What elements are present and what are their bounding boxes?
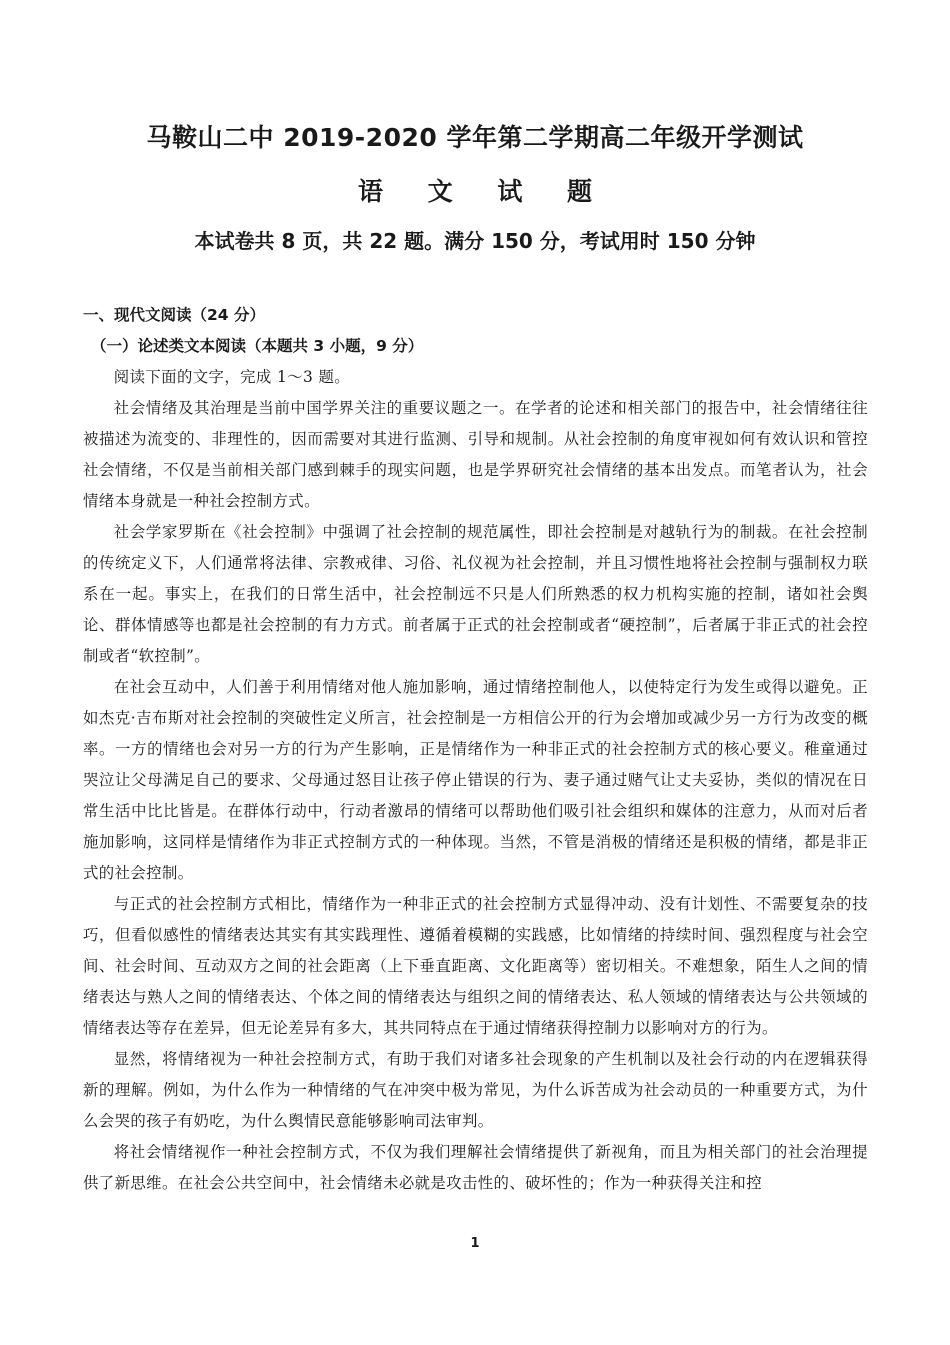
passage-paragraph: 社会情绪及其治理是当前中国学界关注的重要议题之一。在学者的论述和相关部门的报告中，社会情绪往往被描述为流变的、非理性的，因而需要对其进行监测、引导和规制。从社会控制的角度审视如何有效认识和管控社会情绪，不仅是当前相关部门感到棘手的现实问题，也是学界研究社会情绪的基本出发点。而笔者认为，社会情绪本身就是一种社会控制方式。 — [83, 399, 868, 510]
exam-info: 本试卷共 8 页，共 22 题。满分 150 分，考试用时 150 分钟 — [194, 229, 756, 253]
passage-paragraph: 在社会互动中，人们善于利用情绪对他人施加影响，通过情绪控制他人，以使特定行为发生或得以避免。正如杰克·吉布斯对社会控制的突破性定义所言，社会控制是一方相信公开的行为会增加或减少另一方行为改变的概率。一方的情绪也会对另一方的行为产生影响，正是情绪作为一种非正式的社会控制方式的核心要义。稚童通过哭泣让父母满足自己的要求、父母通过怒目让孩子停止错误的行为、妻子通过赌气让丈夫妥协，类似的情况在日常生活中比比皆是。在群体行动中，行动者激昂的情绪可以帮助他们吸引社会组织和媒体的注意力，从而对后者施加影响，这同样是情绪作为非正式控制方式的一种体现。当然，不管是消极的情绪还是积极的情绪，都是非正式的社会控制。 — [83, 678, 868, 882]
exam-title: 马鞍山二中 2019-2020 学年第二学期高二年级开学测试 — [146, 123, 804, 152]
passage-paragraph: 显然，将情绪视为一种社会控制方式，有助于我们对诸多社会现象的产生机制以及社会行动的内在逻辑获得新的理解。例如，为什么作为一种情绪的气在冲突中极为常见，为什么诉苦成为社会动员的一种重要方式，为什么会哭的孩子有奶吃，为什么舆情民意能够影响司法审判。 — [83, 1050, 868, 1130]
passage-paragraph: 与正式的社会控制方式相比，情绪作为一种非正式的社会控制方式显得冲动、没有计划性、不需要复杂的技巧，但看似感性的情绪表达其实有其实践理性、遵循着模糊的实践感，比如情绪的持续时间、强烈程度与社会空间、社会时间、互动双方之间的社会距离（上下垂直距离、文化距离等）密切相关。不难想象，陌生人之间的情绪表达与熟人之间的情绪表达、个体之间的情绪表达与组织之间的情绪表达、私人领域的情绪表达与公共领域的情绪表达等存在差异，但无论差异有多大，其共同特点在于通过情绪获得控制力以影响对方的行为。 — [83, 895, 868, 1037]
exam-body — [83, 300, 868, 1199]
reading-instruction: 阅读下面的文字，完成 1～3 题。 — [113, 368, 351, 386]
section-heading: 一、现代文阅读（24 分） — [83, 306, 265, 324]
page-number: 1 — [470, 1236, 480, 1251]
exam-subject: 语 文 试 题 — [357, 177, 611, 206]
passage-paragraph: 将社会情绪视作一种社会控制方式，不仅为我们理解社会情绪提供了新视角，而且为相关部门的社会治理提供了新思维。在社会公共空间中，社会情绪未必就是攻击性的、破坏性的；作为一种获得关注和控 — [83, 1143, 868, 1192]
section-subheading: （一）论述类文本阅读（本题共 3 小题，9 分） — [91, 337, 424, 355]
passage-paragraph: 社会学家罗斯在《社会控制》中强调了社会控制的规范属性，即社会控制是对越轨行为的制裁。在社会控制的传统定义下，人们通常将法律、宗教戒律、习俗、礼仪视为社会控制，并且习惯性地将社会控制与强制权力联系在一起。事实上，在我们的日常生活中，社会控制远不只是人们所熟悉的权力机构实施的控制，诸如社会舆论、群体情感等也都是社会控制的有力方式。前者属于正式的社会控制或者“硬控制”，后者属于非正式的社会控制或者“软控制”。 — [83, 523, 868, 665]
